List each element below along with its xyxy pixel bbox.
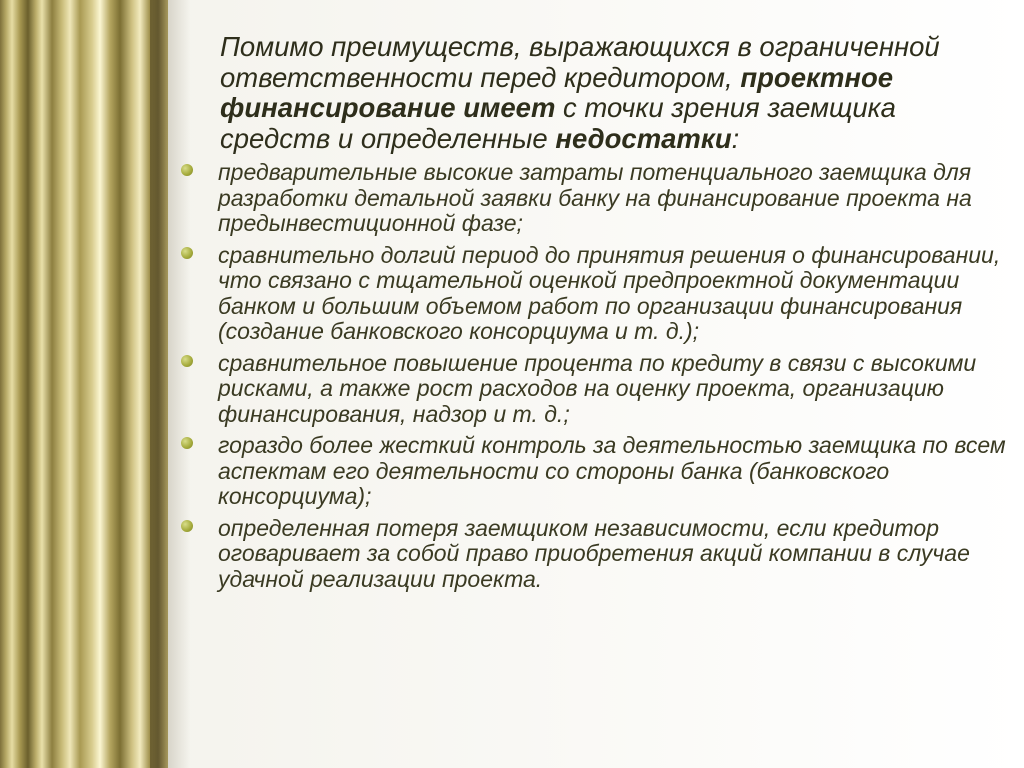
decorative-gold-stripes (0, 0, 168, 768)
list-item (176, 433, 1008, 510)
intro-bold-1: проектное финансирование имеет (220, 61, 894, 123)
list-item (176, 243, 1008, 345)
bullet-dot-icon (181, 164, 193, 176)
intro-text-1: Помимо преимуществ, выражающихся в ограниченной ответственности перед кредитором, (220, 31, 940, 93)
intro-paragraph (176, 32, 1008, 154)
list-item-text: сравнительное повышение процента по кредиту в связи с высокими рисками, а также рост расходов на оценку проекта, организацию финансирования, надзор и т. д.; (218, 349, 977, 427)
intro-text-3: : (731, 122, 740, 154)
bullet-dot-icon (181, 437, 193, 449)
list-item-text: предварительные высокие затраты потенциального заемщика для разработки детальной заявки банку на финансирование проекта на предынвестиционной фазе; (218, 159, 972, 236)
intro-text-2: с точки зрения заемщика средств и определенные (220, 92, 896, 154)
list-item-text: определенная потеря заемщиком независимости, если кредитор оговаривает за собой право приобретения акций компании в случае удачной реализации проекта. (218, 514, 970, 592)
list-item (176, 351, 1008, 428)
list-item (176, 516, 1008, 593)
list-item-text: сравнительно долгий период до принятия решения о финансировании, что связано с тщательной оценкой предпроектной документации банком и большим объемом работ по организации финансирования (создание банковского консорциума и т. д.); (218, 241, 1001, 344)
list-item (176, 160, 1008, 237)
slide-content (176, 32, 1008, 598)
bullet-dot-icon (181, 247, 193, 259)
bullet-dot-icon (181, 520, 193, 532)
bullet-dot-icon (181, 355, 193, 367)
list-item-text: гораздо более жесткий контроль за деятельностью заемщика по всем аспектам его деятельности со стороны банка (банковского консорциума); (218, 432, 1006, 509)
intro-bold-2: недостатки (555, 122, 732, 154)
drawbacks-list (176, 160, 1008, 592)
